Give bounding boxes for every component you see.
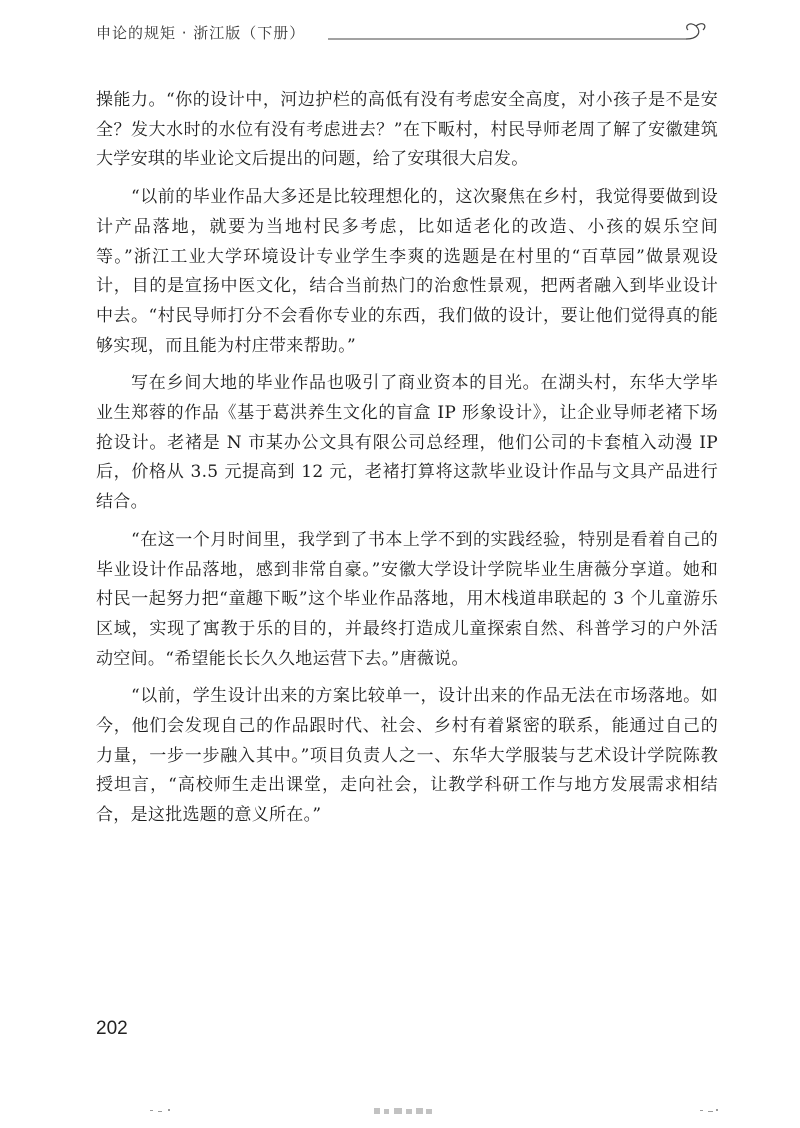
book-title: 申论的规矩 · 浙江版（下册） [96,24,306,42]
running-header [96,22,708,46]
paragraph: 操能力。“你的设计中，河边护栏的高低有没有考虑安全高度，对小孩子是不是安全？发大水时的水位有没有考虑进去？”在下畈村，村民导师老周了解了安徽建筑大学安琪的毕业论文后提出的问题，给了安琪很大启发。 [96,90,718,170]
header-rule [96,22,708,48]
scan-noise-marks [0,1100,800,1128]
paragraph: 写在乡间大地的毕业作品也吸引了商业资本的目光。在湖头村，东华大学毕业生郑蓉的作品《基于葛洪养生文化的盲盒 IP 形象设计》，让企业导师老褚下场抢设计。老褚是 N 市某办公文具有限公司总经理，他们公司的卡套植入动漫 IP 后，价格从 3.5 元提高到 12 元，老褚打算将这款毕业设计作品与文具产品进行结合。 [96,373,718,513]
paragraph: “以前的毕业作品大多还是比较理想化的，这次聚焦在乡村，我觉得要做到设计产品落地，就要为当地村民多考虑，比如适老化的改造、小孩的娱乐空间等。”浙江工业大学环境设计专业学生李爽的选题是在村里的“百草园”做景观设计，目的是宣扬中医文化，结合当前热门的治愈性景观，把两者融入到毕业设计中去。“村民导师打分不会看你专业的东西，我们做的设计，要让他们觉得真的能够实现，而且能为村庄带来帮助。” [96,187,718,356]
leaf-ornament-icon [686,24,705,39]
body-text [96,86,718,839]
paragraph: “在这一个月时间里，我学到了书本上学不到的实践经验，特别是看着自己的毕业设计作品落地，感到非常自豪。”安徽大学设计学院毕业生唐薇分享道。她和村民一起努力把“童趣下畈”这个毕业作品落地，用木栈道串联起的 3 个儿童游乐区域，实现了寓教于乐的目的，并最终打造成儿童探索自然、科普学习的户外活动空间。“希望能长长久久地运营下去。”唐薇说。 [96,529,718,669]
page-number: 202 [96,1018,128,1039]
paragraph: “以前，学生设计出来的方案比较单一，设计出来的作品无法在市场落地。如今，他们会发现自己的作品跟时代、社会、乡村有着紧密的联系，能通过自己的力量，一步一步融入其中。”项目负责人之一、东华大学服装与艺术设计学院陈教授坦言，“高校师生走出课堂，走向社会，让教学科研工作与地方发展需求相结合，是这批选题的意义所在。” [96,686,718,826]
